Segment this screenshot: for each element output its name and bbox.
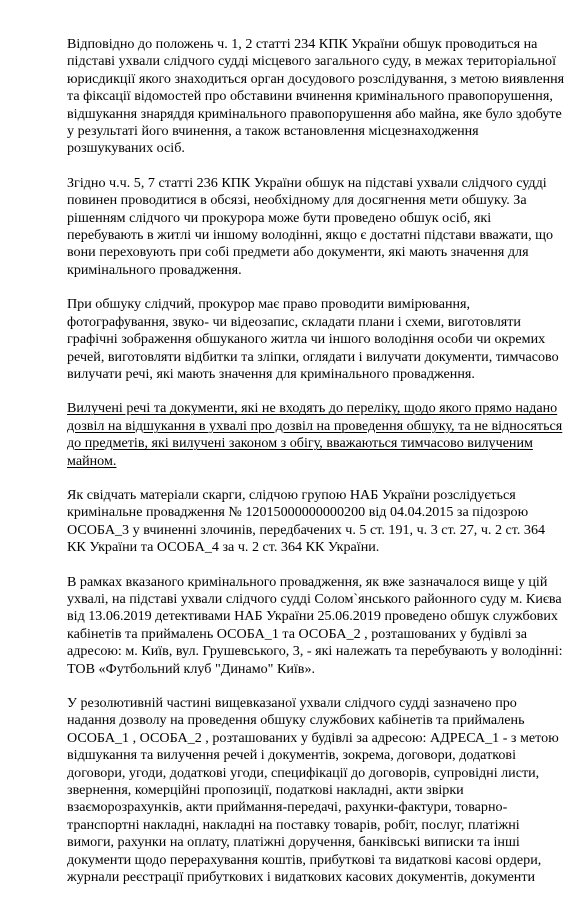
text-line: вони переховують при собі предмети або документи, які мають значення для xyxy=(67,244,529,261)
text-line: від 13.06.2019 детективами НАБ України 25.06.2019 проведено обшук службових xyxy=(67,608,558,625)
text-line: При обшуку слідчий, прокурор має право проводити вимірювання, xyxy=(67,296,471,313)
text-line: юрисдикції якого знаходиться орган досудового розслідування, з метою виявлення xyxy=(67,70,565,87)
text-line: майном. xyxy=(67,452,117,469)
text-line: графічні зображення обшуканого житла чи іншого володіння особи чи окремих xyxy=(67,331,546,348)
text-line: договори, угоди, додаткові угоди, специфікації до договорів, супровідні листи, xyxy=(67,764,540,781)
text-line: Згідно ч.ч. 5, 7 статті 236 КПК України обшук на підставі ухвали слідчого судді xyxy=(67,174,547,191)
text-line: журнали реєстрації прибуткових і видаткових касових документів, документи xyxy=(67,869,536,886)
text-line: підставі ухвали слідчого судді місцевого загального суду, в межах територіальної xyxy=(67,53,556,70)
text-line: вимоги, рахунки на оплату, платіжні доручення, банківські виписки та інші xyxy=(67,834,520,851)
text-line: у результаті його вчинення, а також встановлення місцезнаходження xyxy=(67,123,479,140)
text-line: ОСОБА_3 у вчиненні злочинів, передбачених ч. 5 ст. 191, ч. 3 ст. 27, ч. 2 ст. 364 xyxy=(67,521,546,538)
text-line: транспортні накладні, накладні на поставку товарів, робіт, послуг, платіжні xyxy=(67,816,520,833)
text-line: кримінального провадження. xyxy=(67,261,242,278)
text-line: вилучати речі, які мають значення для кримінального провадження. xyxy=(67,365,475,382)
text-line: рішенням слідчого чи прокурора може бути проведено обшук осіб, які xyxy=(67,209,492,226)
text-line: перебувають в житлі чи іншому володінні, якщо є достатні підстави вважати, що xyxy=(67,227,554,244)
text-line: речей, виготовляти відбитки та зліпки, оглядати і вилучати документи, тимчасово xyxy=(67,348,559,365)
document-page xyxy=(67,36,565,903)
text-line: звернення, комерційні пропозиції, податкові накладні, акти звірки xyxy=(67,782,464,799)
text-line: відшукання та вилучення речей і документів, зокрема, договори, додаткові xyxy=(67,747,516,764)
text-line: відшукання знаряддя кримінального правопорушення або майна, яке було здобуте xyxy=(67,105,562,122)
document-paragraph xyxy=(67,695,559,886)
text-line: КК України та ОСОБА_4 за ч. 2 ст. 364 КК України. xyxy=(67,539,380,556)
text-line: документи щодо перерахування коштів, прибуткові та видаткові касові ордери, xyxy=(67,851,542,868)
text-line: дозвіл на відшукання в ухвалі про дозвіл на проведення обшуку, та не відносяться xyxy=(67,417,563,434)
text-line: повинен проводитися в обсязі, необхідному для досягнення мети обшуку. За xyxy=(67,192,527,209)
text-line: ухвалі, на підставі ухвали слідчого судді Солом`янського районного суду м. Києва xyxy=(67,590,562,607)
document-paragraph xyxy=(67,400,563,470)
text-line: ОСОБА_1 , ОСОБА_2 , розташованих у будівлі за адресою: АДРЕСА_1 - з метою xyxy=(67,729,559,746)
document-paragraph xyxy=(67,36,565,158)
text-line: кримінальне провадження № 12015000000000200 від 04.04.2015 за підозрою xyxy=(67,504,529,521)
document-paragraph xyxy=(67,573,563,678)
text-line: до предметів, які вилучені законом з обігу, вважаються тимчасово вилученим xyxy=(67,435,533,452)
document-paragraph xyxy=(67,296,559,383)
text-line: ТОВ «Футбольний клуб "Динамо" Київ». xyxy=(67,660,316,677)
text-line: фотографування, звуко- чи відеозапис, складати плани і схеми, виготовляти xyxy=(67,313,521,330)
text-line: взаєморозрахунків, акти приймання-передачі, рахунки-фактури, товарно- xyxy=(67,799,508,816)
text-line: адресою: м. Київ, вул. Грушевського, 3, - які належать та перебувають у володінні: xyxy=(67,643,563,660)
text-line: У резолютивній частині вищевказаної ухвали слідчого судді зазначено про xyxy=(67,695,517,711)
text-line: Як свідчать матеріали скарги, слідчою групою НАБ України розслідується xyxy=(67,486,516,503)
document-paragraph xyxy=(67,174,554,279)
text-line: кабінетів та приймалень ОСОБА_1 та ОСОБА_2 , розташованих у будівлі за xyxy=(67,625,527,642)
text-line: Вилучені речі та документи, які не входять до переліку, щодо якого прямо надано xyxy=(67,400,558,417)
text-line: Відповідно до положень ч. 1, 2 статті 234 КПК України обшук проводиться на xyxy=(67,36,538,52)
text-line: розшукуваних осіб. xyxy=(67,140,185,157)
text-line: надання дозволу на проведення обшуку службових кабінетів та приймалень xyxy=(67,712,525,729)
text-line: В рамках вказаного кримінального провадження, як вже зазначалося вище у цій xyxy=(67,573,548,590)
document-paragraph xyxy=(67,487,545,557)
text-line: та фіксації відомостей про обставини вчинення кримінального правопорушення, xyxy=(67,88,553,105)
